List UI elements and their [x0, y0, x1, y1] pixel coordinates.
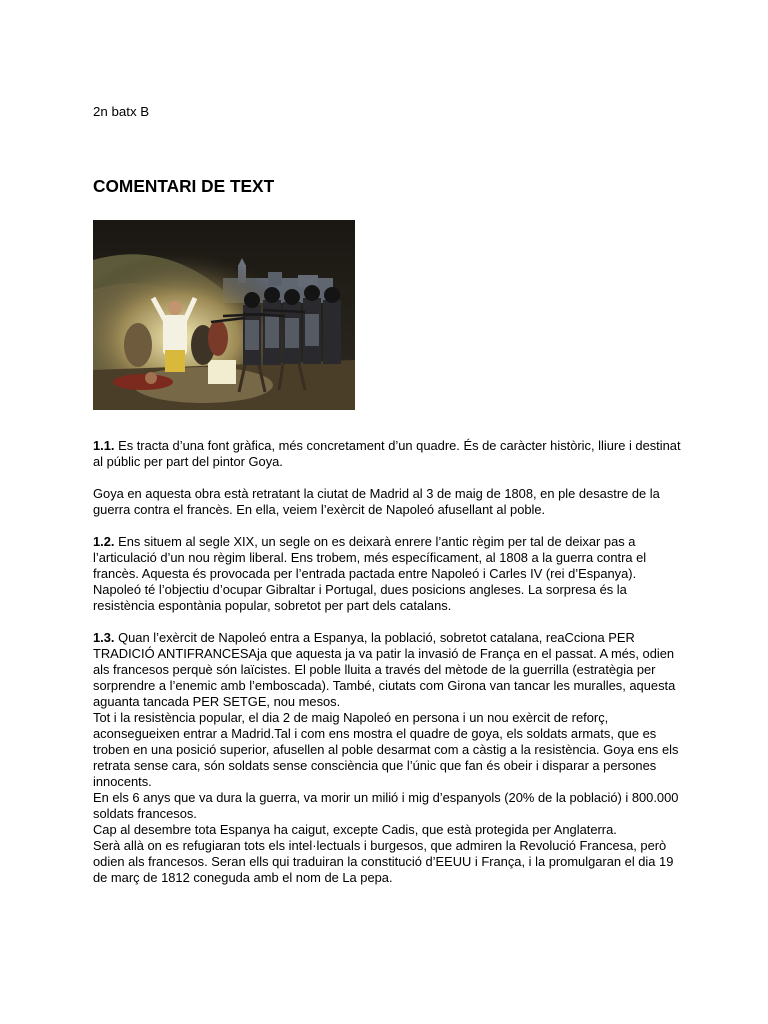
document-body: [93, 438, 683, 886]
section-1-3-paragraph-5: Serà allà on es refugiaran tots els intel·lectuals i burgesos, que admiren la Revolució Francesa, però odien als francesos. Seran ells qui traduiran la constitució d’EEUU i França, i la promulgaran el dia 19 de març de 1812 coneguda amb el nom de La pepa.: [93, 838, 674, 885]
section-1-1: [93, 438, 683, 470]
section-1-3-paragraph-3: En els 6 anys que va dura la guerra, va morir un milió i mig d’espanyols (20% de la població) i 800.000 soldats francesos.: [93, 790, 679, 821]
section-1-3: [93, 630, 683, 710]
painting-image: [93, 220, 355, 410]
class-label: 2n batx B: [93, 104, 150, 119]
section-1-3-paragraph-2: Tot i la resistència popular, el dia 2 de maig Napoleó en persona i un nou exèrcit de reforç, aconsegueixen entrar a Madrid.Tal i com ens mostra el quadre de goya, els soldats armats, que es troben en una posició superior, afusellen al poble desarmat com a càstig a la resistència. Goya ens els retrata sense cara, són soldats sense consciència que l’únic que fan és obeir i disparar a persones innocents.: [93, 710, 679, 789]
section-text: Ens situem al segle XIX, un segle on es deixarà enrere l’antic règim per tal de deixar pas a l’articulació d’un nou règim liberal. Ens trobem, més específicament, al 1808 a la guerra contra el francès. Aquesta és provocada per l’entrada pactada entre Napoleó i Carles IV (rei d’Espanya). Napoleó té l’objectiu d’ocupar Gibraltar i Portugal, dues posicions angleses. La sorpresa és la resistència espontània popular, sobretot per part dels catalans.: [93, 534, 647, 613]
section-1-2: [93, 534, 683, 614]
section-number: 1.1.: [93, 438, 115, 453]
section-1-1-paragraph-2: Goya en aquesta obra està retratant la ciutat de Madrid al 3 de maig de 1808, en ple desastre de la guerra contra el francès. En ella, veiem l’exèrcit de Napoleó afusellant al poble.: [93, 486, 660, 517]
document-page: [93, 104, 683, 885]
section-number: 1.2.: [93, 534, 115, 549]
section-number: 1.3.: [93, 630, 115, 645]
section-text: Es tracta d’una font gràfica, més concretament d’un quadre. És de caràcter històric, lliure i destinat al públic per part del pintor Goya.: [93, 438, 681, 469]
painting-goya-third-of-may-icon: [93, 220, 355, 410]
section-text: Quan l’exèrcit de Napoleó entra a Espanya, la població, sobretot catalana, reaCciona PER TRADICIÓ ANTIFRANCESAja que aquesta ja va patir la invasió de França en el passat. A més, odien als francesos perquè són laïcistes. El poble lluita a través del mètode de la guerrilla (estratègia per sorprendre a l’enemic amb l’emboscada). També, ciutats com Girona van tancar les muralles, aquesta aguanta tancada PER SETGE, nou mesos.: [93, 630, 676, 709]
section-1-3-paragraph-4: Cap al desembre tota Espanya ha caigut, excepte Cadis, que està protegida per Anglaterra.: [93, 822, 617, 837]
document-title: COMENTARI DE TEXT: [93, 176, 275, 196]
